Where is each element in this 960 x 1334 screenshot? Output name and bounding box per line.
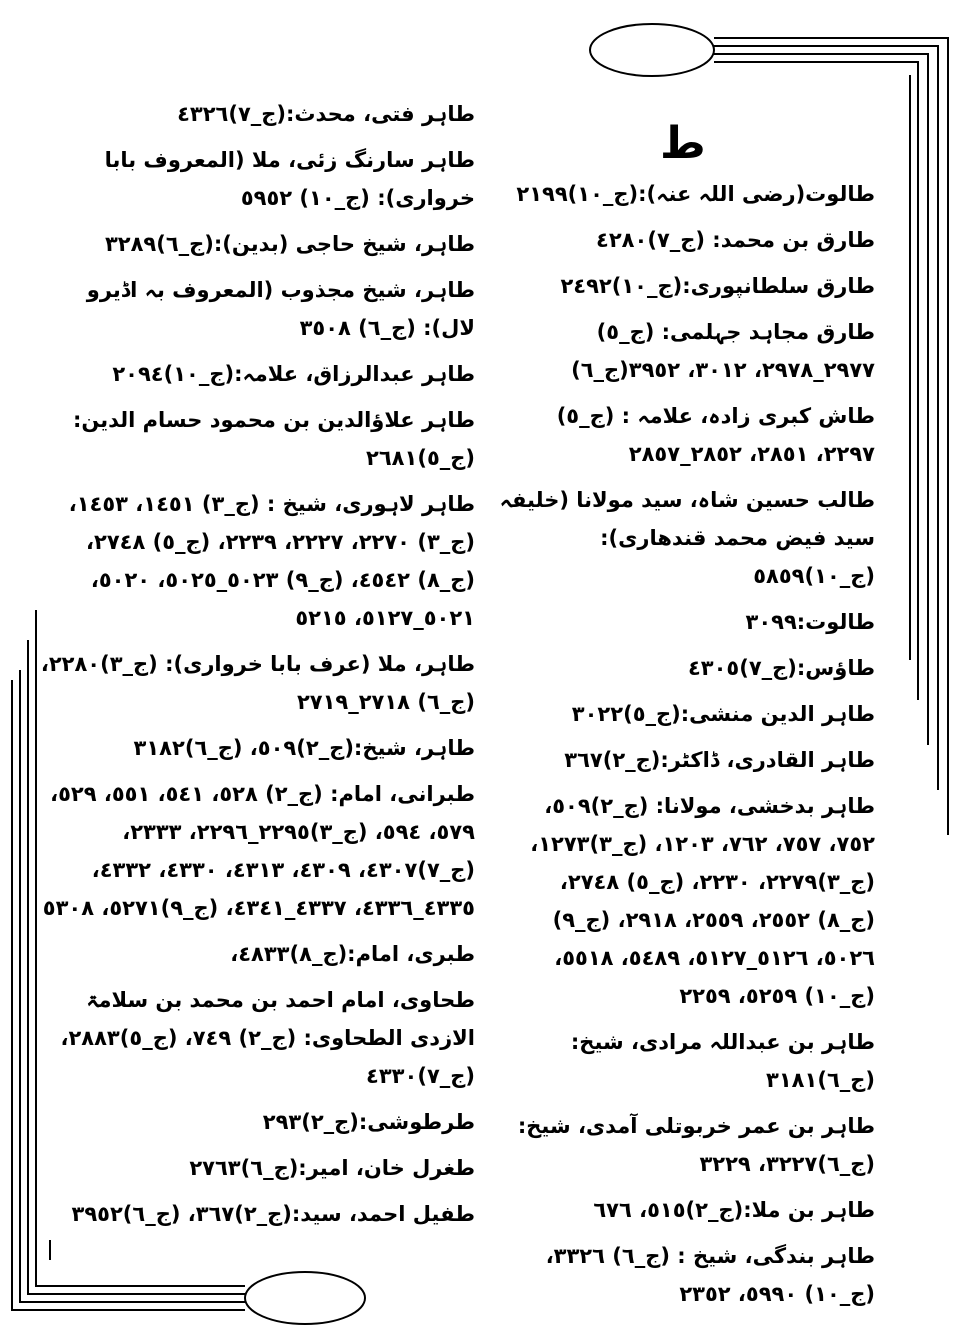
index-entry: طالوت(رضی اللہ عنہ):(ج_١٠)٢١٩٩ <box>516 182 875 206</box>
index-entry: طالوت:٣٠٩٩ <box>745 610 875 634</box>
index-entry: طرطوشی:(ج_٢)٢٩٣ <box>262 1110 475 1134</box>
index-entry: طارق سلطانپوری:(ج_١٠)٢٤٩٢ <box>560 274 875 298</box>
index-entry: طاہر، شیخ مجذوب (المعروف بہ اڈیرو لال): (ج_٦) ٣٥٠٨ <box>86 278 475 340</box>
bottom-oval-ornament <box>245 1272 365 1324</box>
index-column-right <box>495 175 875 1321</box>
index-entry: طاہر سارنگ زئی، ملا (المعروف بابا خرواری): (ج_١٠) ٥٩٥٢ <box>104 148 475 210</box>
index-entry: طاہر لاہوری، شیخ : (ج_٣) ١٤٥١، ١٤٥٣، (ج_٣) ٢٢٧٠، ٢٢٢٧، ٢٢٣٩، (ج_٥) ٢٧٤٨، (ج_٨) ٤٥٤٢، (ج_٩) ٥٠٢٣_٥٠٢٥، ٥٠٢٠، ٥٠٢١_٥١٢٧، ٥٢١٥ <box>68 492 475 630</box>
section-letter-heading: ط <box>660 118 706 169</box>
top-oval-ornament <box>590 24 714 76</box>
index-entry: طحاوی، امام احمد بن محمد بن سلامۃ الازدی الطحاوی: (ج_٢) ٧٤٩، (ج_٥)٢٨٨٣، (ج_٧)٤٣٣٠ <box>60 988 475 1088</box>
index-entry: طاش کبری زادہ، علامہ : (ج_٥) ٢٢٩٧، ٢٨٥١، ٢٨٥٢_٢٨٥٧ <box>556 404 875 466</box>
index-column-left <box>40 95 475 1241</box>
index-entry: طبری، امام:(ج_٨)٤٨٣٣، <box>230 942 475 966</box>
index-entry: طاہر علاؤالدین بن محمود حسام الدین:(ج_٥)٢٦٨١ <box>72 408 475 470</box>
index-entry: طاہر، ملا (عرف بابا خرواری): (ج_٣)٢٢٨٠، (ج_٦) ٢٧١٨_٢٧١٩ <box>40 652 475 714</box>
index-entry: طارق مجاہد جہلمی: (ج_٥) ٢٩٧٧_٢٩٧٨، ٣٠١٢، ٣٩٥٢(ج_٦) <box>571 320 875 382</box>
index-entry: طالب حسین شاہ، سید مولانا (خلیفہ سید فیض محمد قندھاری): (ج_١٠)٥٨٥٩ <box>499 488 875 588</box>
index-entry: طاہر بن عمر خربوتلی آمدی، شیخ:(ج_٦)٣٢٢٧، ٣٢٢٩ <box>517 1114 875 1176</box>
index-entry: طاہر، شیخ حاجی (بدین):(ج_٦)٣٢٨٩ <box>104 232 475 256</box>
index-entry: طاہر، شیخ:(ج_٢)٥٠٩، (ج_٦)٣١٨٢ <box>133 736 475 760</box>
index-entry: طاہر عبدالرزاق، علامہ:(ج_١٠)٢٠٩٤ <box>112 362 475 386</box>
index-entry: طغرل خان، امیر:(ج_٦)٢٧٦٣ <box>189 1156 475 1180</box>
index-entry: طاہر بندگی، شیخ : (ج_٦) ٣٣٢٦، (ج_١٠) ٥٩٩٠، ٢٣٥٢ <box>545 1244 875 1306</box>
index-entry: طارق بن محمد: (ج_٧)٤٢٨٠ <box>596 228 875 252</box>
index-entry: طاہر بن ملا:(ج_٢)٥١٥، ٦٧٦ <box>593 1198 875 1222</box>
index-entry: طاہر الدین منشی:(ج_٥)٣٠٢٢ <box>571 702 875 726</box>
index-entry: طاہر بن عبداللہ مرادی، شیخ:(ج_٦)٣١٨١ <box>570 1030 875 1092</box>
index-entry: طاہر بدخشی، مولانا: (ج_٢)٥٠٩، ٧٥٢، ٧٥٧، ٧٦٢، ١٢٠٣، (ج_٣)١٢٧٣، (ج_٣)٢٢٧٩، ٢٢٣٠، (ج_٥) ٢٧٤٨، (ج_٨) ٢٥٥٢، ٢٥٥٩، ٢٩١٨، (ج_٩) ٥٠٢٦، ٥١٢٦_٥١٢٧، ٥٤٨٩، ٥٥١٨، (ج_١٠) ٥٢٥٩، ٢٢٥٩ <box>530 794 875 1008</box>
index-entry: طاہر فتی، محدث:(ج_٧)٤٣٢٦ <box>177 102 475 126</box>
index-entry: طبرانی، امام: (ج_٢) ٥٢٨، ٥٤١، ٥٥١، ٥٢٩، ٥٧٩، ٥٩٤، (ج_٣)٢٢٩٥_٢٢٩٦، ٢٣٣٣، (ج_٧)٤٣٠٧، ٤٣٠٩، ٤٣١٣، ٤٣٣٠، ٤٣٣٢، ٤٣٣٥_٤٣٣٦، ٤٣٣٧_٤٣٤١، (ج_٩)٥٢٧١، ٥٣٠٨ <box>42 782 475 920</box>
index-entry: طاؤس:(ج_٧)٤٣٠٥ <box>687 656 875 680</box>
index-entry: طفیل احمد، سید:(ج_٢)٣٦٧، (ج_٦)٣٩٥٢ <box>71 1202 475 1226</box>
index-entry: طاہر القادری، ڈاکٹر:(ج_٢)٣٦٧ <box>564 748 875 772</box>
